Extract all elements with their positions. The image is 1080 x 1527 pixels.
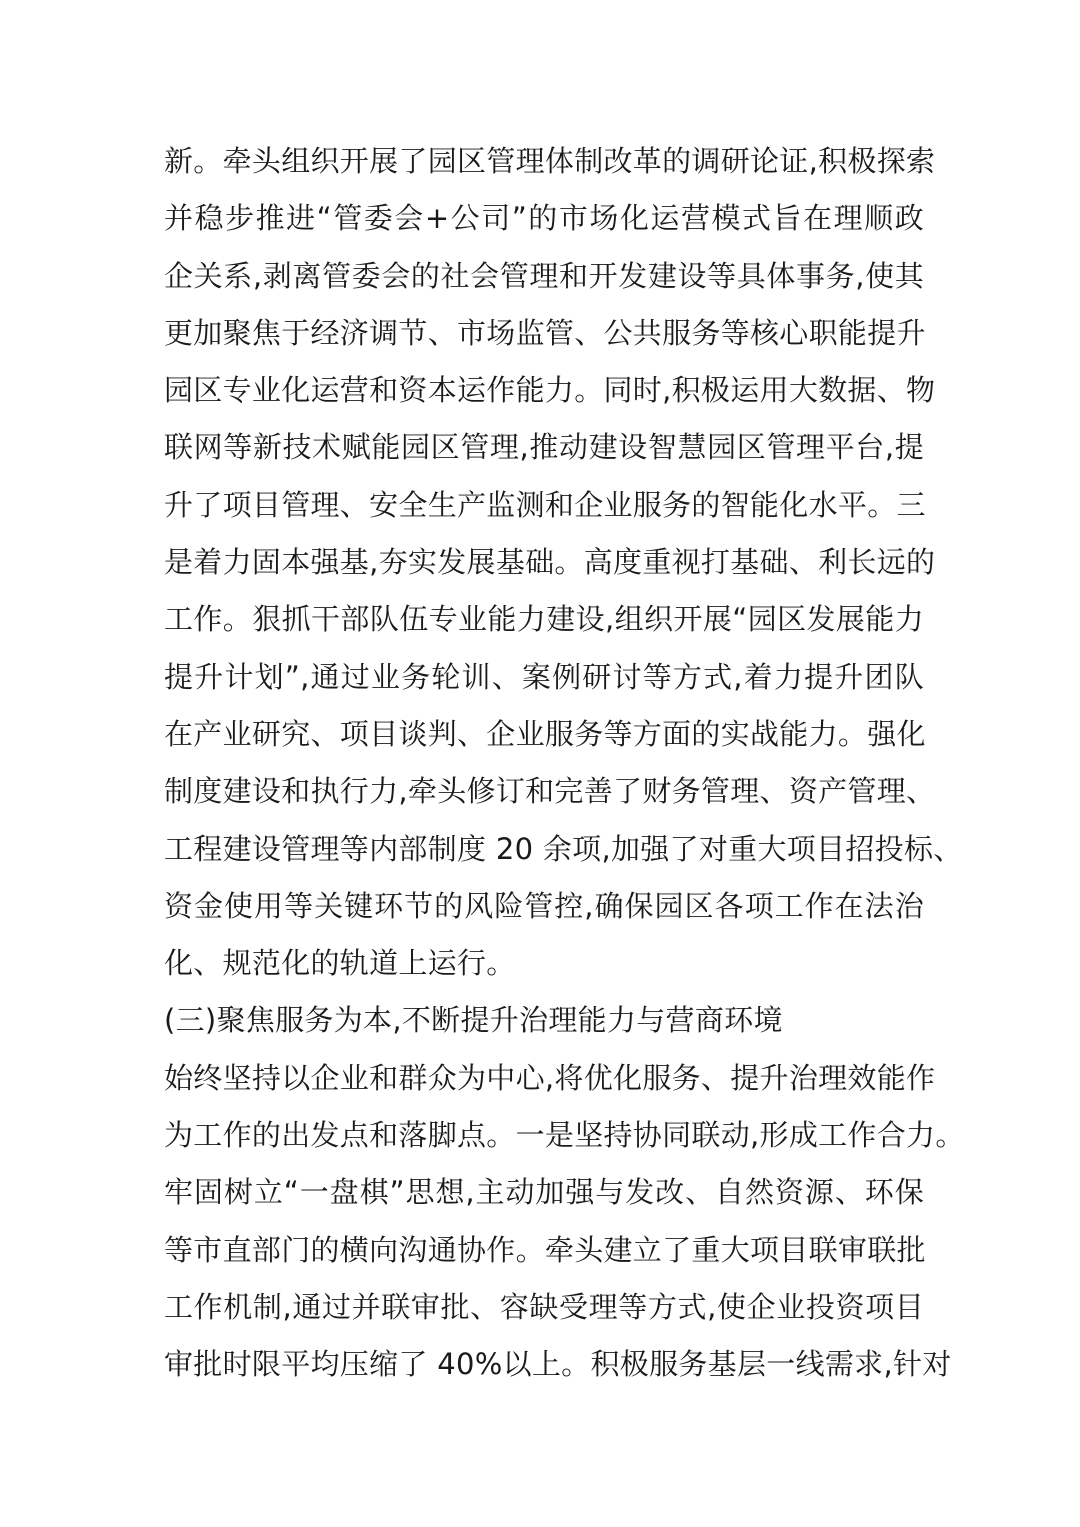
text-line: 工作机制,通过并联审批、容缺受理等方式,使企业投资项目 (164, 1289, 924, 1324)
text-line: 更加聚焦于经济调节、市场监管、公共服务等核心职能提升 (164, 315, 926, 350)
text-line: 园区专业化运营和资本运作能力。同时,积极运用大数据、物 (164, 373, 936, 408)
text-line: 并稳步推进“管委会+公司”的市场化运营模式旨在理顺政 (164, 201, 924, 236)
text-line: 是着力固本强基,夯实发展基础。高度重视打基础、利长远的 (164, 545, 936, 580)
text-line: 审批时限平均压缩了 40%以上。积极服务基层一线需求,针对 (164, 1347, 952, 1382)
text-line: 牢固树立“一盘棋”思想,主动加强与发改、自然资源、环保 (164, 1175, 924, 1210)
text-line: 化、规范化的轨道上运行。 (164, 946, 516, 981)
text-line: 为工作的出发点和落脚点。一是坚持协同联动,形成工作合力。 (164, 1118, 965, 1153)
text-line: 始终坚持以企业和群众为中心,将优化服务、提升治理效能作 (164, 1060, 936, 1095)
text-line: 制度建设和执行力,牵头修订和完善了财务管理、资产管理、 (164, 774, 936, 809)
text-line: 提升计划”,通过业务轮训、案例研讨等方式,着力提升团队 (164, 659, 924, 694)
text-line: 在产业研究、项目谈判、企业服务等方面的实战能力。强化 (164, 716, 926, 751)
body-text (164, 133, 965, 1394)
text-line: 升了项目管理、安全生产监测和企业服务的智能化水平。三 (164, 487, 926, 522)
text-line: 工程建设管理等内部制度 20 余项,加强了对重大项目招投标、 (164, 831, 963, 866)
text-line: 资金使用等关键环节的风险管控,确保园区各项工作在法治 (164, 888, 924, 923)
text-line: 新。牵头组织开展了园区管理体制改革的调研论证,积极探索 (164, 144, 936, 178)
text-line: 工作。狠抓干部队伍专业能力建设,组织开展“园区发展能力 (164, 602, 924, 637)
text-line: 企关系,剥离管委会的社会管理和开发建设等具体事务,使其 (164, 258, 924, 293)
text-line: 等市直部门的横向沟通协作。牵头建立了重大项目联审联批 (164, 1232, 926, 1267)
section-heading: (三)聚焦服务为本,不断提升治理能力与营商环境 (164, 1003, 783, 1038)
text-line: 联网等新技术赋能园区管理,推动建设智慧园区管理平台,提 (164, 430, 924, 465)
